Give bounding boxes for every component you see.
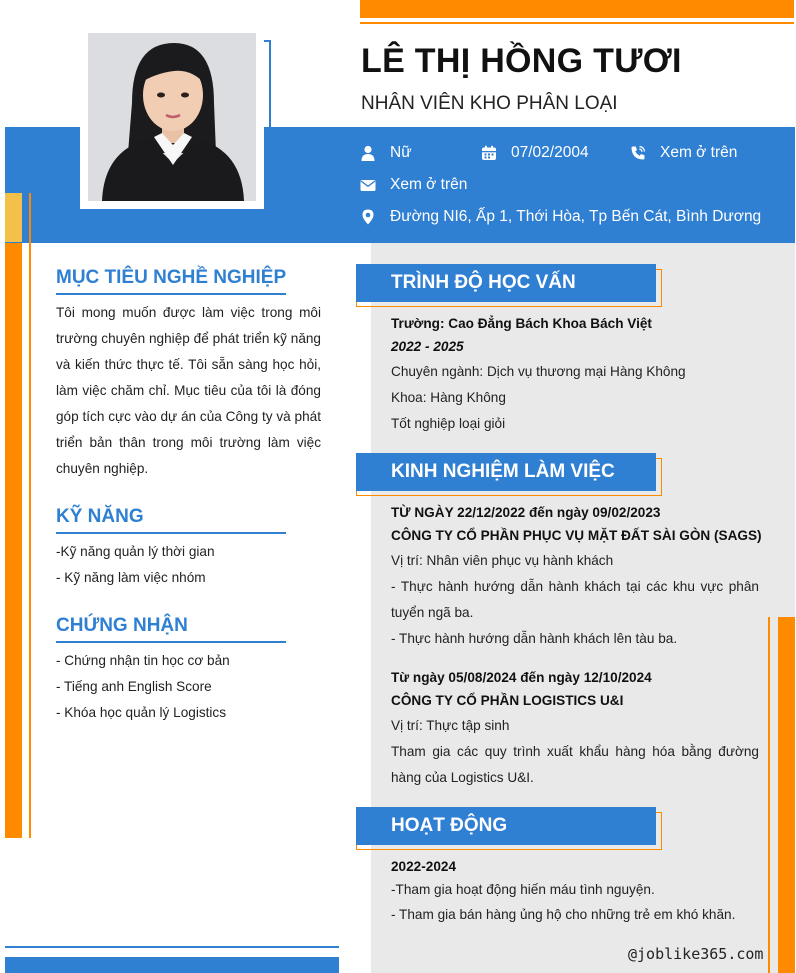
candidate-name: LÊ THỊ HỒNG TƯƠI — [361, 42, 682, 80]
left-orange-line — [29, 193, 31, 838]
job-position: Vị trí: Thực tập sinh — [391, 718, 510, 733]
envelope-icon — [360, 177, 376, 193]
skills-underline — [56, 532, 286, 534]
skill-item: - Kỹ năng làm việc nhóm — [56, 570, 206, 585]
bottom-blue-line — [5, 946, 339, 948]
phone-icon — [630, 145, 646, 161]
education-result: Tốt nghiệp loại giỏi — [391, 416, 506, 431]
contact-gender — [360, 144, 412, 162]
contact-address — [360, 208, 761, 226]
contact-birthdate — [481, 144, 589, 162]
education-school: Trường: Cao Đẳng Bách Khoa Bách Việt — [391, 316, 652, 331]
location-pin-icon — [360, 209, 376, 225]
education-title: TRÌNH ĐỘ HỌC VẤN — [356, 264, 656, 302]
right-orange-bar — [778, 617, 795, 973]
top-orange-bar — [360, 0, 794, 18]
job-description: Tham gia các quy trình xuất khẩu hàng hóa bằng đường hàng của Logistics U&I. — [391, 744, 759, 785]
certificates-title: CHỨNG NHẬN — [56, 615, 188, 636]
job-company: CÔNG TY CỔ PHẦN LOGISTICS U&I — [391, 693, 624, 708]
calendar-icon — [481, 145, 497, 161]
certificate-item: - Tiếng anh English Score — [56, 679, 212, 694]
certificate-item: - Chứng nhận tin học cơ bản — [56, 653, 230, 668]
activity-item: - Tham gia bán hàng ủng hộ cho những trẻ em khó khăn. — [391, 907, 736, 922]
certificates-underline — [56, 641, 286, 643]
activity-item: -Tham gia hoạt động hiến máu tình nguyện. — [391, 882, 655, 897]
activities-years: 2022-2024 — [391, 859, 457, 874]
birthdate-value: 07/02/2004 — [511, 144, 589, 161]
education-major: Chuyên ngành: Dịch vụ thương mại Hàng Không — [391, 364, 686, 379]
top-orange-line — [360, 22, 794, 24]
left-orange-bar — [5, 243, 22, 838]
watermark: @joblike365.com — [628, 945, 764, 963]
certificate-item: - Khóa học quản lý Logistics — [56, 705, 227, 720]
job-period: Từ ngày 05/08/2024 đến ngày 12/10/2024 — [391, 670, 652, 685]
activities-title: HOẠT ĐỘNG — [356, 807, 656, 845]
skill-item: -Kỹ năng quản lý thời gian — [56, 544, 215, 559]
bottom-blue-bar — [5, 957, 339, 973]
education-years: 2022 - 2025 — [391, 339, 464, 354]
contact-email — [360, 176, 467, 194]
profile-photo — [88, 33, 256, 201]
phone-value: Xem ở trên — [660, 144, 738, 161]
education-faculty: Khoa: Hàng Không — [391, 390, 506, 405]
job-description: - Thực hành hướng dẫn hành khách tại các khu vực phân tuyển ngã ba. — [391, 579, 759, 620]
gender-value: Nữ — [390, 144, 412, 161]
profile-photo-illustration — [88, 33, 256, 201]
candidate-role: NHÂN VIÊN KHO PHÂN LOẠI — [361, 93, 618, 114]
right-orange-line — [768, 617, 770, 973]
objective-title: MỤC TIÊU NGHỀ NGHIỆP — [56, 267, 287, 288]
contact-phone — [630, 144, 737, 162]
user-icon — [360, 145, 376, 161]
objective-underline — [56, 293, 286, 295]
job-period: TỪ NGÀY 22/12/2022 đến ngày 09/02/2023 — [391, 505, 661, 520]
job-description: - Thực hành hướng dẫn hành khách lên tàu ba. — [391, 631, 678, 646]
address-value: Đường NI6, Ấp 1, Thới Hòa, Tp Bến Cát, Bình Dương — [390, 208, 762, 225]
objective-text: Tôi mong muốn được làm việc trong môi trường chuyên nghiệp để phát triển kỹ năng và kiến thức thực tế. Tôi sẵn sàng học hỏi, làm việc chăm chỉ. Mục tiêu của tôi là đóng góp tích cực vào dự án của Công ty và phát triển bản thân trong môi trường làm việc chuyên nghiệp. — [56, 305, 321, 476]
skills-title: KỸ NĂNG — [56, 506, 144, 527]
job-company: CÔNG TY CỔ PHẦN PHỤC VỤ MẶT ĐẤT SÀI GÒN (SAGS) — [391, 528, 762, 543]
email-value: Xem ở trên — [390, 176, 468, 193]
left-yellow-accent — [5, 193, 22, 242]
job-position: Vị trí: Nhân viên phục vụ hành khách — [391, 553, 614, 568]
experience-title: KINH NGHIỆM LÀM VIỆC — [356, 453, 656, 491]
